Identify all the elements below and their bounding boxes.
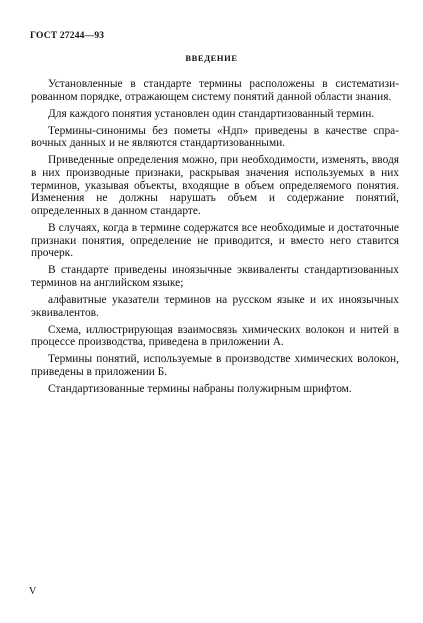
section-title: ВВЕДЕНИЕ [185, 53, 238, 63]
paragraph-4: Приведенные определения можно, при необходимости, изменять, вводя в них производные признаки, раскрывая значения используемых в них терминов, указывая объекты, входящие в объем определяемого понятия. Изменения не должны нарушать объем и содержание понятий, определенных в данном стандарте. [31, 154, 399, 217]
paragraph-3: Термины-синонимы без пометы «Ндп» приведены в качестве справочных данных и не являются стандартизованными. [31, 124, 399, 150]
paragraph-10: Стандартизованные термины набраны полужирным шрифтом. [48, 382, 352, 395]
paragraph-2: Для каждого понятия установлен один стандартизованный термин. [48, 107, 375, 120]
page-number: V [29, 586, 37, 597]
paragraph-8: Схема, иллюстрирующая взаимосвязь химических волокон и нитей в процессе производства, приведена в приложении А. [31, 323, 399, 349]
paragraph-9: Термины понятий, используемые в производстве химических волокон, приведены в приложении Б. [31, 353, 399, 378]
paragraph-6: В стандарте приведены иноязычные эквиваленты стандартизованных терминов на английском языке; [31, 264, 399, 289]
paragraph-1: Установленные в стандарте термины расположены в систематизированном порядке, отражающем систему понятий данной области знания. [31, 78, 399, 103]
introduction-body [31, 78, 399, 400]
paragraph-5: В случаях, когда в термине содержатся все необходимые и достаточные признаки понятия, определение не приводится, и вместо него ставится прочерк. [31, 221, 399, 260]
standard-code: ГОСТ 27244—93 [30, 31, 105, 41]
paragraph-7: алфавитные указатели терминов на русском языке и их иноязычных эквивалентов. [31, 293, 399, 319]
